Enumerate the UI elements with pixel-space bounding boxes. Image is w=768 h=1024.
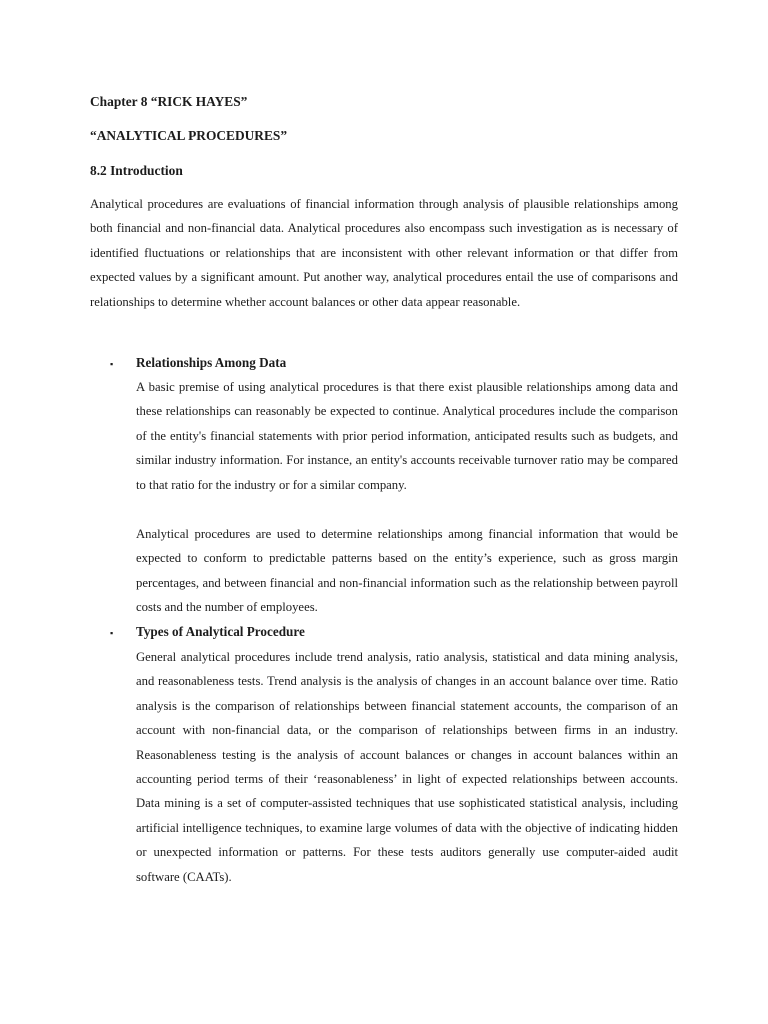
bullet-square-icon: ▪ [110,628,114,638]
bullet-square-icon: ▪ [110,359,114,369]
types-paragraph-1: General analytical procedures include trend analysis, ratio analysis, statistical and data mining analysis, and reasonableness tests. Trend analysis is the analysis of changes in an account balance over time. Ratio analysis is the comparison of relationships between financial statement accounts, the comparison of an account with non-financial data, or the comparison of relationships between firms in an industry. Reasonableness testing is the analysis of account balances or changes in account balances within an accounting period terms of their ‘reasonableness’ in light of expected relationships between accounts. Data mining is a set of computer-assisted techniques that use sophisticated statistical analysis, including artificial intelligence techniques, to examine large volumes of data with the objective of indicating hidden or unexpected information or patterns. For these tests auditors generally use computer-aided audit software (CAATs). [136,650,678,884]
title-heading: “ANALYTICAL PROCEDURES” [90,128,288,143]
intro-paragraph: Analytical procedures are evaluations of financial information through analysis of plausible relationships among both financial and non-financial data. Analytical procedures also encompass such investigation as is necessary of identified fluctuations or relationships that are inconsistent with other relevant information or that differ from expected values by a significant amount. Put another way, analytical procedures entail the use of comparisons and relationships to determine whether account balances or other data appear reasonable. [90,197,678,309]
relationships-paragraph-2: Analytical procedures are used to determine relationships among financial information that would be expected to conform to predictable patterns based on the entity’s experience, such as gross margin percentages, and between financial and non-financial information such as the relationship between payroll costs and the number of employees. [136,527,678,615]
bullet-title-types: Types of Analytical Procedure [136,624,305,639]
relationships-paragraph-1: A basic premise of using analytical procedures is that there exist plausible relationships among data and these relationships can reasonably be expected to continue. Analytical procedures include the comparison of the entity's financial statements with prior period information, anticipated results such as budgets, and similar industry information. For instance, an entity's accounts receivable turnover ratio may be compared to that ratio for the industry or for a similar company. [136,380,678,492]
chapter-heading: Chapter 8 “RICK HAYES” [90,94,248,109]
section-heading: 8.2 Introduction [90,163,183,178]
bullet-title-relationships: Relationships Among Data [136,355,287,370]
